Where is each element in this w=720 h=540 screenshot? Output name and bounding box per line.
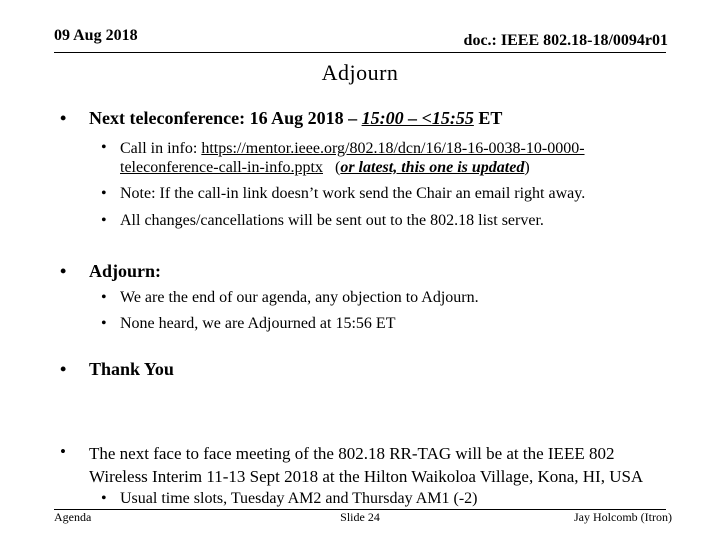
bullet-dot: •: [101, 139, 107, 156]
next-meeting: [89, 442, 643, 488]
next-teleconference-time: 15:00 – <15:55: [361, 108, 474, 128]
next-teleconference-prefix: Next teleconference: 16 Aug 2018 –: [89, 108, 362, 128]
call-in-label: Call in info:: [120, 140, 202, 157]
bullet-dot: •: [101, 490, 107, 507]
bullet-dot: •: [101, 185, 107, 202]
next-teleconference-suffix: ET: [473, 108, 503, 128]
next-meeting-line2: Wireless Interim 11-13 Sept 2018 at the Hilton Waikoloa Village, Kona, HI, USA: [89, 467, 644, 486]
bullet-dot: •: [60, 261, 67, 281]
adjourn-label: Adjourn:: [89, 261, 162, 281]
header-rule: [54, 52, 666, 53]
header-date: 09 Aug 2018: [54, 27, 138, 44]
bullet-dot: •: [101, 212, 107, 229]
adjourn-objection: We are the end of our agenda, any objection to Adjourn.: [120, 289, 479, 306]
footer-author: Jay Holcomb (Itron): [574, 510, 672, 524]
bullet-dot: •: [60, 359, 67, 379]
bullet-dot: •: [60, 108, 67, 128]
bullet-dot: •: [101, 315, 107, 332]
header-doc-id: doc.: IEEE 802.18-18/0094r01: [463, 32, 668, 49]
next-teleconference-text: [89, 108, 502, 129]
bullet-dot: •: [60, 442, 66, 461]
footer-slide-number: Slide 24: [340, 510, 380, 524]
footer-left: Agenda: [54, 510, 92, 524]
adjourn-time: None heard, we are Adjourned at 15:56 ET: [120, 315, 396, 332]
call-in-info: [120, 139, 585, 177]
slide-title: Adjourn: [321, 60, 399, 85]
call-in-note: Note: If the call-in link doesn’t work send the Chair an email right away.: [120, 185, 586, 202]
updated-note: or latest, this one is updated: [340, 159, 525, 176]
next-meeting-line1: The next face to face meeting of the 802.18 RR-TAG will be at the IEEE 802: [89, 444, 615, 463]
time-slots: Usual time slots, Tuesday AM2 and Thursday AM1 (-2): [120, 490, 478, 507]
call-in-link-line2[interactable]: teleconference-call-in-info.pptx: [120, 159, 323, 176]
thank-you: Thank You: [89, 359, 174, 379]
list-server-note: All changes/cancellations will be sent out to the 802.18 list server.: [120, 212, 544, 229]
note-open-paren: (: [335, 159, 341, 176]
call-in-link-line1[interactable]: https://mentor.ieee.org/802.18/dcn/16/18-16-0038-10-0000-: [201, 140, 585, 157]
bullet-dot: •: [101, 289, 107, 306]
note-close-paren: ): [524, 159, 530, 176]
